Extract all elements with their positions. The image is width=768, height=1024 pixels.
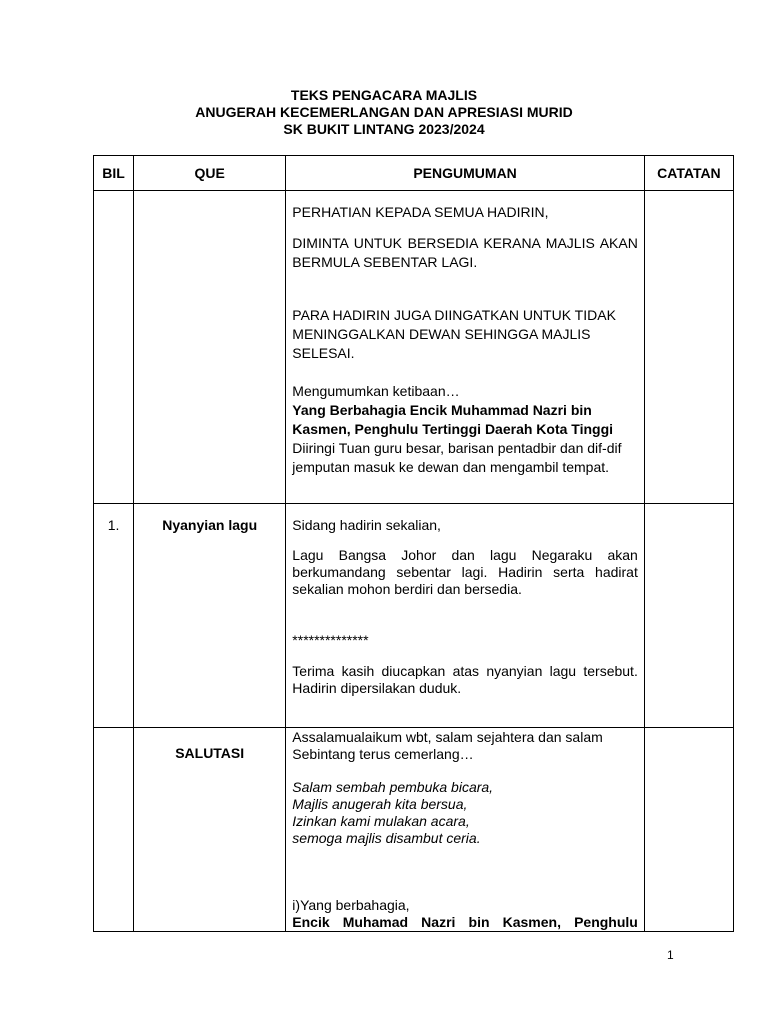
catatan-cell <box>644 504 733 728</box>
que-cell: Nyanyian lagu <box>134 504 286 728</box>
bil-cell <box>94 191 134 504</box>
separator-stars: ************** <box>292 632 369 648</box>
poem-line: Izinkan kami mulakan acara, <box>292 813 470 829</box>
anthem-announcement: Lagu Bangsa Johor dan lagu Negaraku akan berkumandang sebentar lagi. Hadirin serta hadirat sekalian mohon berdiri dan bersedia. <box>292 547 638 597</box>
table-header-row <box>94 156 734 191</box>
que-cell <box>134 191 286 504</box>
header-bil: BIL <box>94 156 134 191</box>
poem-line: Salam sembah pembuka bicara, <box>292 779 494 795</box>
program-table <box>93 155 734 932</box>
pengumuman-cell <box>286 504 645 728</box>
announcement-ready: DIMINTA UNTUK BERSEDIA KERANA MAJLIS AKAN BERMULA SEBENTAR LAGI. <box>292 235 638 270</box>
catatan-cell <box>644 728 733 932</box>
announcement-reminder: PARA HADIRIN JUGA DIINGATKAN UNTUK TIDAK MENINGGALKAN DEWAN SEHINGGA MAJLIS SELESAI. <box>292 307 616 361</box>
page-number: 1 <box>667 948 674 962</box>
title-line-2: ANUGERAH KECEMERLANGAN DAN APRESIASI MURID <box>195 104 573 120</box>
guest-escort: Diiringi Tuan guru besar, barisan pentadbir dan dif-dif jemputan masuk ke dewan dan mengambil tempat. <box>292 440 622 475</box>
greeting-line: Sidang hadirin sekalian, <box>292 517 441 533</box>
salutation-honorific: i)Yang berbahagia, <box>292 897 410 913</box>
table-row <box>94 191 734 504</box>
bil-cell: 1. <box>94 504 134 728</box>
salutation-greeting: Assalamualaikum wbt, salam sejahtera dan salam Sebintang terus cemerlang… <box>292 729 603 762</box>
announcement-arrival: Mengumumkan ketibaan… <box>292 383 460 399</box>
pengumuman-cell <box>286 191 645 504</box>
catatan-cell <box>644 191 733 504</box>
poem-line: semoga majlis disambut ceria. <box>292 830 481 846</box>
bil-cell <box>94 728 134 932</box>
header-pengumuman: PENGUMUMAN <box>286 156 645 191</box>
header-catatan: CATATAN <box>644 156 733 191</box>
title-line-3: SK BUKIT LINTANG 2023/2024 <box>283 121 485 137</box>
thanks-announcement: Terima kasih diucapkan atas nyanyian lagu tersebut. Hadirin dipersilakan duduk. <box>292 663 638 696</box>
announcement-guest <box>292 401 638 477</box>
que-cell: SALUTASI <box>134 728 286 932</box>
opening-poem <box>292 779 638 847</box>
pengumuman-cell <box>286 728 645 932</box>
salutation-guest-name: Encik Muhamad Nazri bin Kasmen, Penghulu <box>292 914 638 930</box>
poem-line: Majlis anugerah kita bersua, <box>292 796 468 812</box>
document-title <box>0 87 768 138</box>
title-line-1: TEKS PENGACARA MAJLIS <box>290 87 478 103</box>
table-row <box>94 728 734 932</box>
header-que: QUE <box>134 156 286 191</box>
announcement-attention: PERHATIAN KEPADA SEMUA HADIRIN, <box>292 204 549 220</box>
guest-name: Yang Berbahagia Encik Muhammad Nazri bin Kasmen, Penghulu Tertinggi Daerah Kota Tinggi <box>292 402 614 437</box>
table-row <box>94 504 734 728</box>
